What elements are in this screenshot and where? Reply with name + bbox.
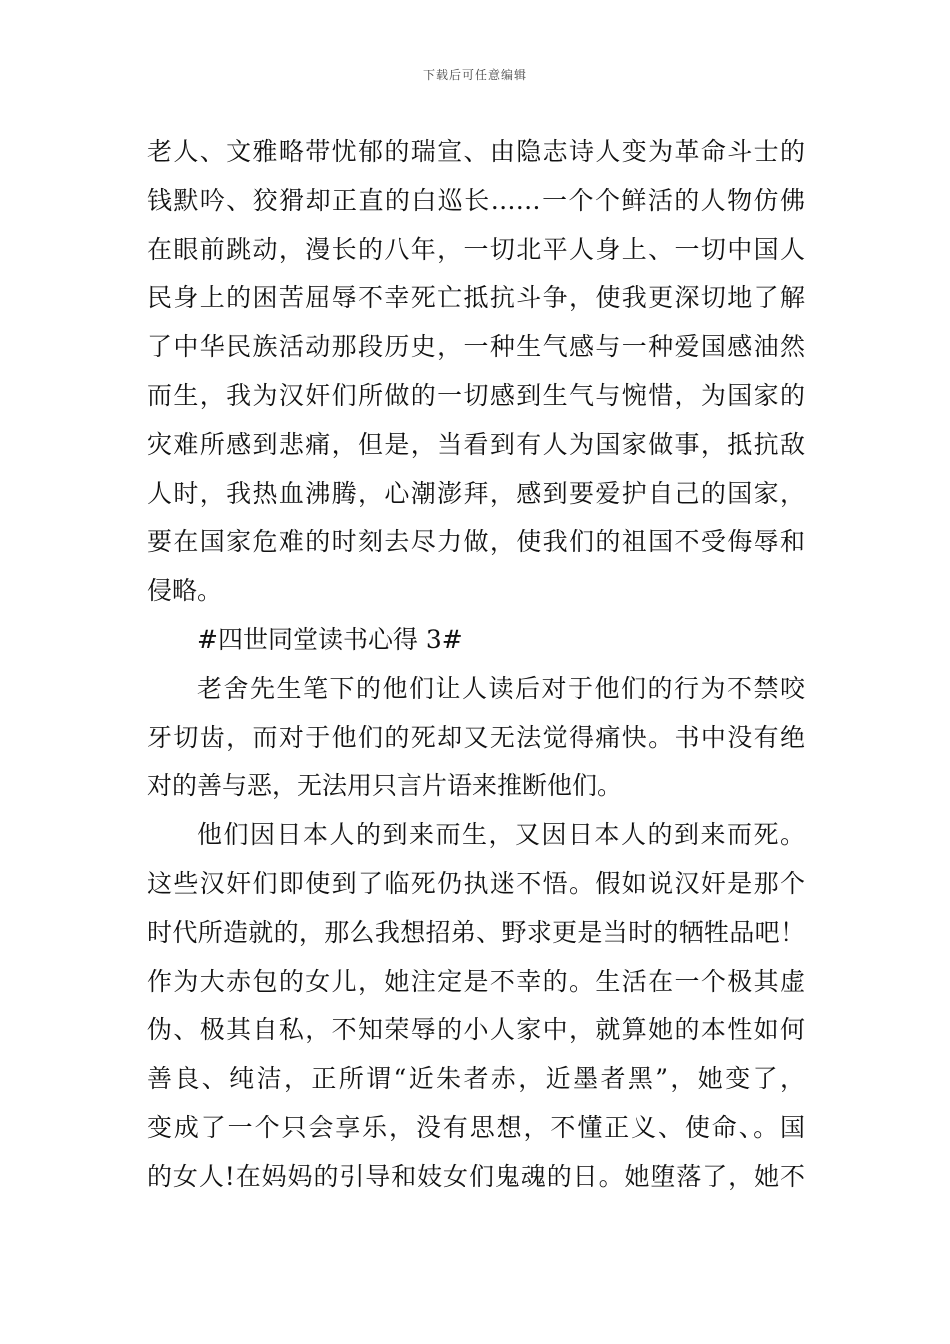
text-line: 对的善与恶，无法用只言片语来推断他们。 [147,771,623,801]
text-line: 在眼前跳动，漫长的八年，一切北平人身上、一切中国人 [147,234,805,264]
text-line: 而生，我为汉奸们所做的一切感到生气与惋惜，为国家的 [147,380,805,410]
text-line: #四世同堂读书心得 3# [197,624,463,654]
text-line: 的女人!在妈妈的引导和妓女们鬼魂的日。她堕落了，她不 [147,1161,805,1191]
document-body [147,128,805,1202]
text-line: 民身上的困苦屈辱不幸死亡抵抗斗争，使我更深切地了解 [147,283,805,313]
text-line: 了中华民族活动那段历史，一种生气感与一种爱国感油然 [147,332,805,362]
text-line: 灾难所感到悲痛，但是，当看到有人为国家做事，抵抗敌 [147,429,805,459]
text-line: 老舍先生笔下的他们让人读后对于他们的行为不禁咬 [197,673,805,703]
text-line: 牙切齿，而对于他们的死却又无法觉得痛快。书中没有绝 [147,722,805,752]
text-line: 变成了一个只会享乐，没有思想，不懂正义、使命、。国 [147,1112,805,1142]
text-line: 善良、纯洁，正所谓“近朱者赤，近墨者黑”，她变了， [147,1064,805,1094]
text-line: 他们因日本人的到来而生，又因日本人的到来而死。 [197,820,805,850]
text-line: 老人、文雅略带忧郁的瑞宣、由隐志诗人变为革命斗士的 [147,137,805,166]
page-header: 下载后可任意编辑 [422,68,527,82]
text-line: 人时，我热血沸腾，心潮澎拜，感到要爱护自己的国家， [147,478,805,508]
text-line: 这些汉奸们即使到了临死仍执迷不悟。假如说汉奸是那个 [147,868,805,898]
text-line: 时代所造就的，那么我想招弟、野求更是当时的牺牲品吧！ [147,917,805,947]
text-line: 伪、极其自私，不知荣辱的小人家中，就算她的本性如何 [147,1015,805,1045]
text-line: 要在国家危难的时刻去尽力做，使我们的祖国不受侮辱和 [147,527,805,557]
text-line: 侵略。 [147,576,223,606]
text-line: 作为大赤包的女儿，她注定是不幸的。生活在一个极其虚 [147,966,805,996]
text-line: 钱默吟、狡猾却正直的白巡长……一个个鲜活的人物仿佛 [147,185,805,215]
